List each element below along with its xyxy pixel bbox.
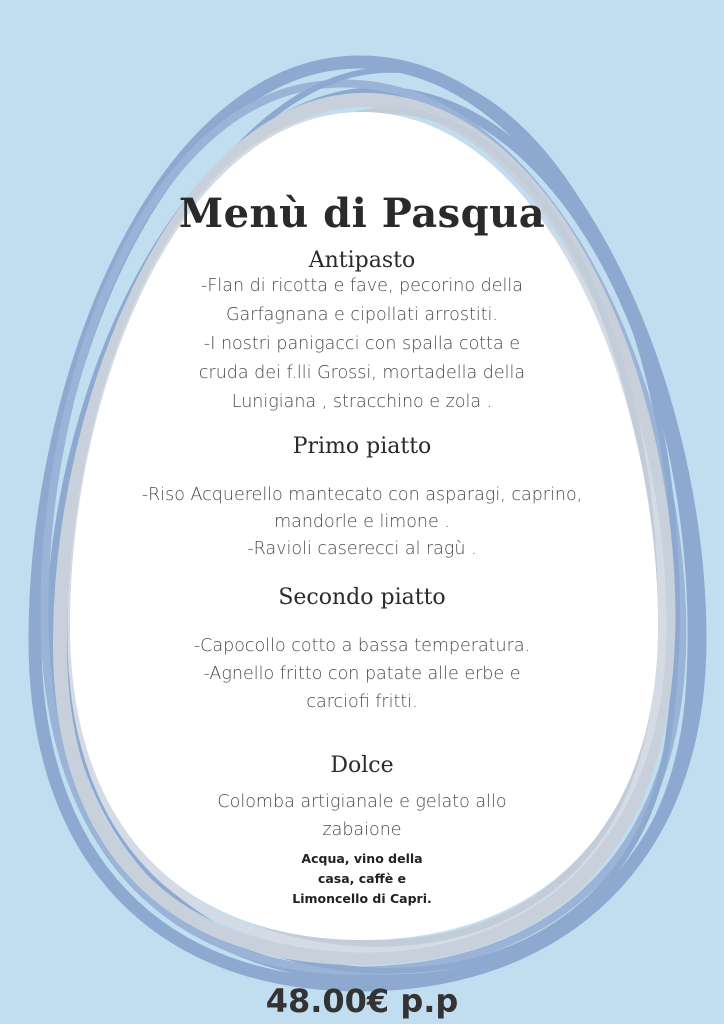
section-heading-secondo: Secondo piatto <box>278 585 446 610</box>
menu-item-line: mandorle e limone . <box>274 512 450 532</box>
menu-item-line: -Riso Acquerello mantecato con asparagi, caprino, <box>141 485 583 505</box>
menu-item-line: -Ravioli caserecci al ragù . <box>247 539 477 559</box>
menu-item-line: -I nostri panigacci con spalla cotta e <box>203 334 521 354</box>
menu-item-line: Lunigiana , stracchino e zola . <box>231 392 493 412</box>
menu-item-line: -Agnello fritto con patate alle erbe e <box>203 664 521 684</box>
price-label: 48.00€ p.p <box>265 982 459 1020</box>
section-heading-dolce: Dolce <box>330 753 394 778</box>
menu-item-line: -Flan di ricotta e fave, pecorino della <box>201 276 523 296</box>
included-note-line: casa, caffè e <box>317 871 407 886</box>
section-heading-primo: Primo piatto <box>292 434 432 459</box>
menu-item-line: -Capocollo cotto a bassa temperatura. <box>193 636 531 656</box>
menu-item-line: carciofi fritti. <box>306 692 418 712</box>
section-heading-antipasto: Antipasto <box>308 248 416 273</box>
menu-item-line: Garfagnana e cipollati arrostiti. <box>226 305 498 325</box>
menu-item-line: zabaione <box>322 820 402 840</box>
menu-title: Menù di Pasqua <box>178 190 546 237</box>
menu-item-line: cruda dei f.lli Grossi, mortadella della <box>198 363 526 383</box>
included-note-line: Limoncello di Capri. <box>292 891 432 906</box>
menu-item-line: Colomba artigianale e gelato allo <box>217 792 507 812</box>
included-note-line: Acqua, vino della <box>301 851 423 866</box>
